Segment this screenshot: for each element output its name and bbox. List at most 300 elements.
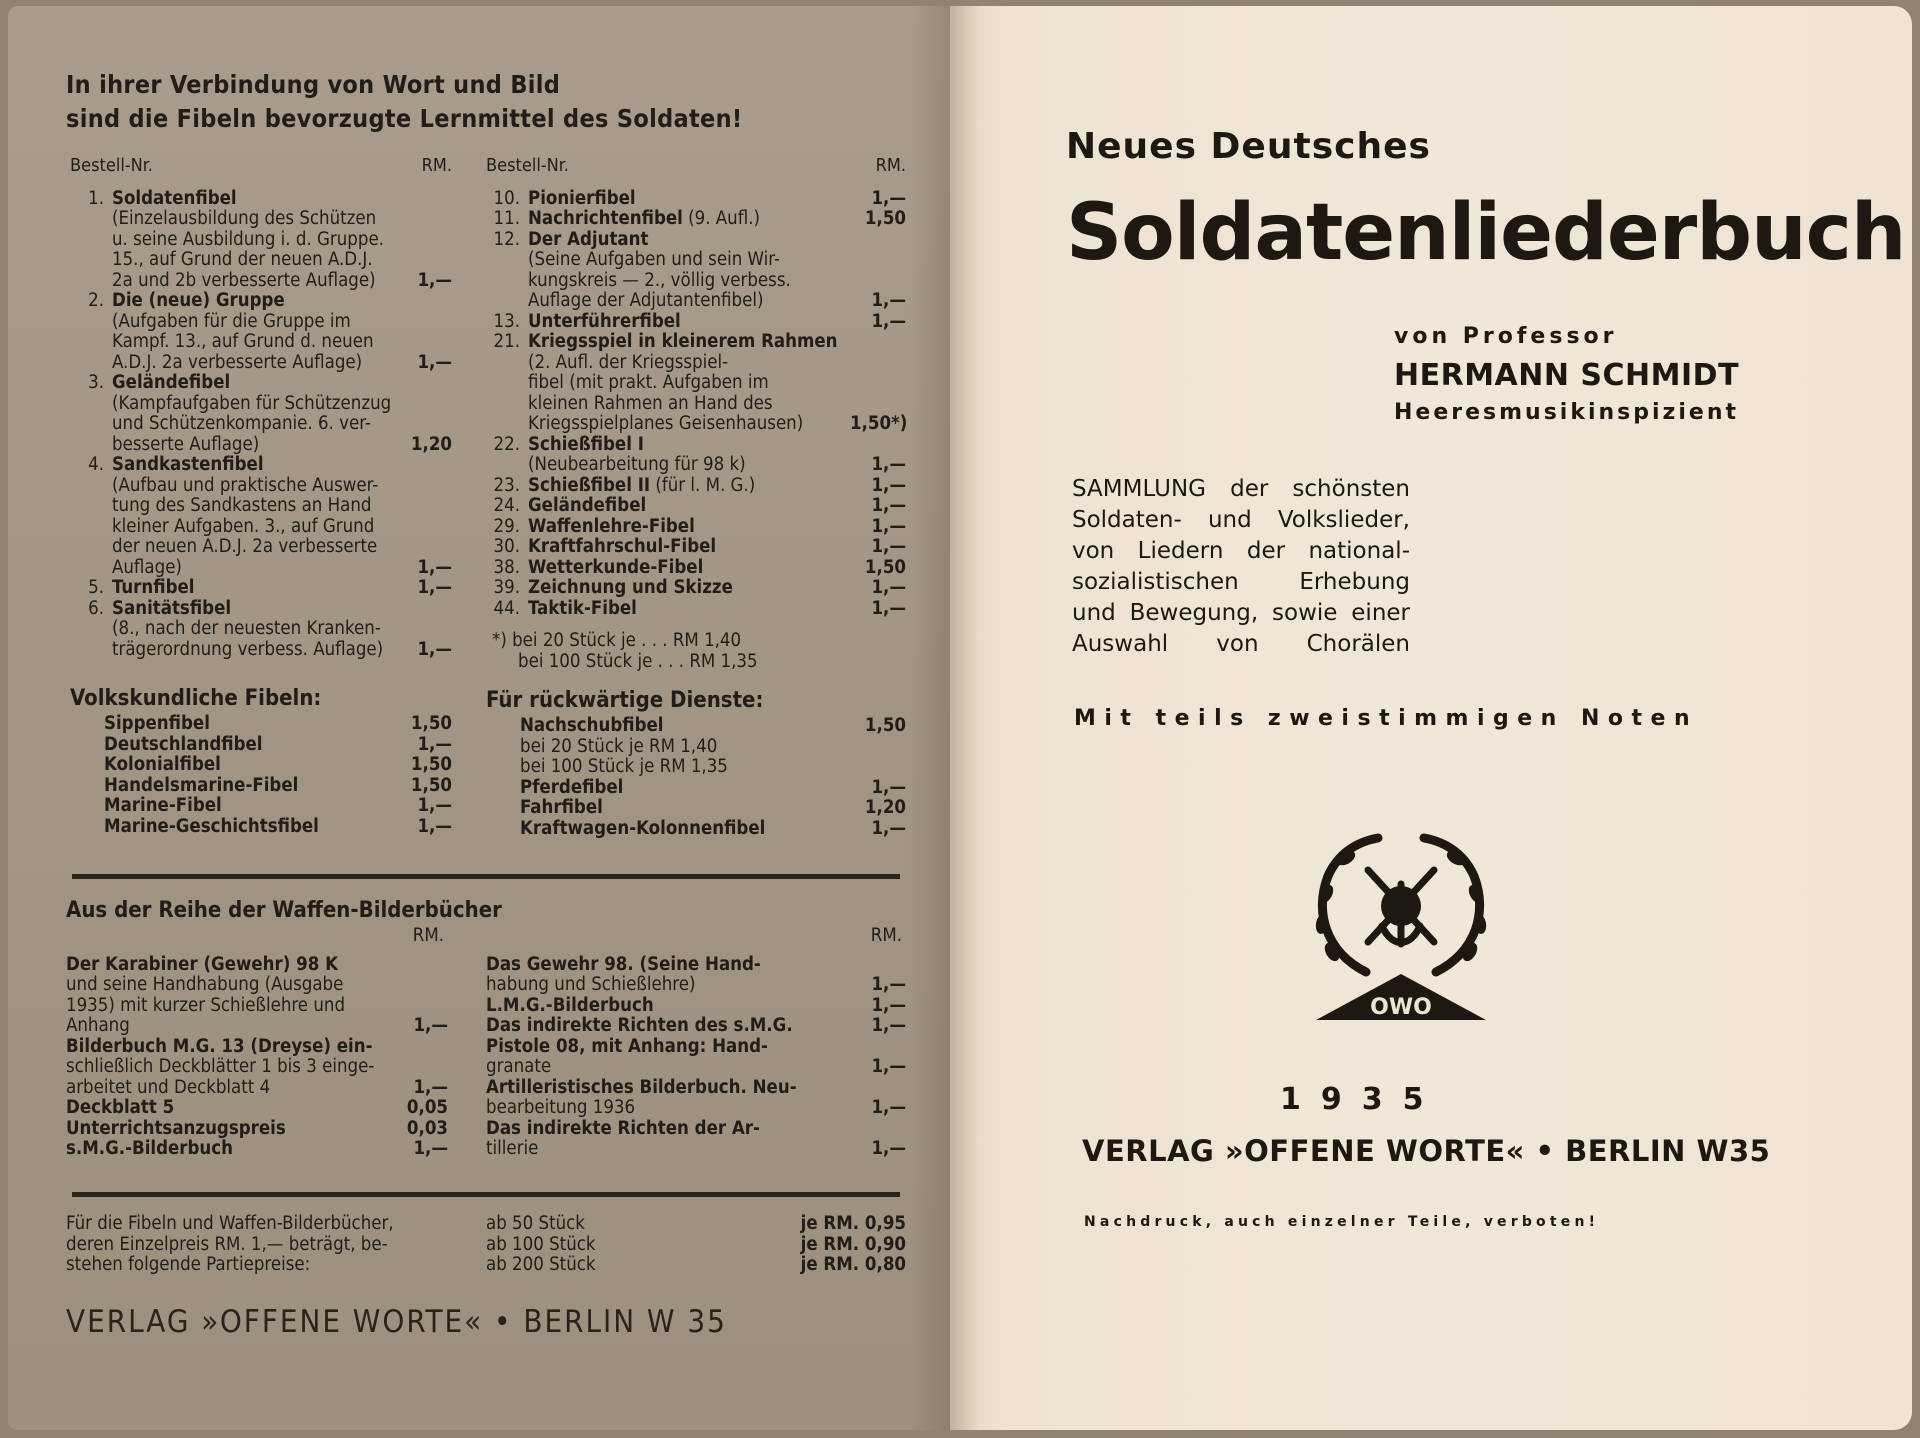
catalog-item-title-row (486, 189, 906, 210)
catalog-item (486, 209, 906, 230)
catalog-item-number: 44. (493, 597, 520, 619)
catalog-item-desc: (Kampfaufgaben für Schützenzug (112, 392, 392, 414)
catalog-item (70, 599, 452, 661)
catalog-item (486, 189, 906, 210)
partie-price: je RM. 0,95 (800, 1213, 906, 1234)
catalog-item-desc: A.D.J. 2a verbesserte Auflage) (112, 351, 363, 373)
waffen-item-text: Unterrichtsanzugspreis (66, 1117, 286, 1139)
catalog-item-title: Pionierfibel (528, 187, 636, 209)
publication-year: 1935 (1280, 1082, 1444, 1117)
catalog-item-desc-line (112, 230, 452, 251)
catalog-item-number: 12. (493, 228, 520, 250)
author-title: Heeresmusikinspizient (1394, 400, 1740, 425)
waffen-item-line (66, 1057, 448, 1078)
catalog-item-title-row (486, 578, 906, 599)
catalog-item-title: Marine-Fibel (104, 795, 222, 816)
catalog-item (520, 819, 906, 840)
catalog-item-number: 30. (493, 536, 520, 557)
catalog-item (104, 817, 452, 838)
catalog-item (486, 332, 906, 435)
column-b-header (486, 156, 906, 177)
description-line: von Liedern der national- (1072, 538, 1410, 564)
catalog-item (520, 778, 906, 799)
catalog-item-title-wrap (528, 599, 850, 620)
partie-text-line: Für die Fibeln und Waffen-Bilderbücher, (66, 1213, 394, 1234)
catalog-item (486, 230, 906, 312)
waffen-item-price: 1,— (413, 1138, 448, 1159)
catalog-item-price: 1,— (871, 454, 906, 475)
catalog-item-price: 1,— (417, 815, 452, 837)
catalog-item-title: Marine-Geschichtsfibel (104, 815, 319, 837)
catalog-item-title: Nachschubfibel (520, 715, 664, 736)
catalog-item-price: 1,— (871, 817, 906, 839)
catalog-item-desc: und Schützenkompanie. 6. ver- (112, 413, 371, 434)
catalog-item-title-row (486, 332, 906, 353)
catalog-item-number: 10. (493, 187, 520, 209)
description-line: sozialistischen Erhebung (1072, 569, 1410, 595)
catalog-item-desc-line (112, 250, 452, 271)
catalog-item-desc-line (528, 455, 906, 476)
catalog-item-title-row (486, 517, 906, 538)
catalog-item-title-suffix: (9. Aufl.) (682, 208, 760, 229)
waffen-item-line (66, 1139, 448, 1160)
catalog-item-title-row (486, 312, 906, 333)
catalog-item-title-wrap (112, 455, 452, 476)
catalog-item-number: 39. (493, 577, 520, 598)
catalog-item-title: Schießfibel I (528, 433, 644, 455)
catalog-item-title-row (486, 435, 906, 456)
footnote (492, 631, 906, 672)
catalog-item-title: Fahrfibel (520, 797, 603, 818)
catalog-item-desc-line (112, 394, 452, 415)
catalog-item-number: 38. (493, 556, 520, 578)
catalog-item-title-wrap (528, 435, 906, 456)
catalog-item-desc: Auflage der Adjutantenfibel) (528, 290, 764, 311)
partie-row (486, 1214, 906, 1235)
catalog-item (104, 796, 452, 817)
waffen-item-line (66, 955, 448, 976)
catalog-item-title: Sandkastenfibel (112, 454, 264, 475)
author-name: HERMANN SCHMIDT (1394, 358, 1740, 393)
catalog-item-desc: Kampf. 13., auf Grund d. neuen (112, 331, 374, 352)
catalog-item (70, 578, 452, 599)
right-page (950, 6, 1912, 1430)
waffen-item-text: bearbeitung 1936 (486, 1097, 636, 1118)
waffen-item-text: Artilleristisches Bilderbuch. Neu- (486, 1076, 797, 1098)
catalog-item-title-row (486, 537, 906, 558)
column-b-order-label: Bestell-Nr. (486, 155, 569, 176)
catalog-item-title-wrap (112, 578, 396, 599)
catalog-item-desc: tung des Sandkastens an Hand (112, 495, 372, 516)
catalog-item-title-row (70, 291, 452, 312)
catalog-item-price: 1,— (417, 795, 452, 816)
catalog-item-title-wrap (112, 291, 452, 312)
waffen-item-text: L.M.G.-Bilderbuch (486, 994, 654, 1016)
catalog-item-number: 24. (493, 495, 520, 516)
waffen-item-line (486, 975, 906, 996)
catalog-item-title: Nachrichtenfibel (528, 208, 683, 229)
catalog-item-title: Turnfibel (112, 577, 195, 598)
catalog-item-desc-line (112, 558, 452, 579)
waffen-item-price: 1,— (413, 1015, 448, 1036)
catalog-item-title: Kraftwagen-Kolonnenfibel (520, 817, 766, 839)
catalog-item-price: 1,— (871, 776, 906, 798)
catalog-item-desc: kungskreis — 2., völlig verbess. (528, 269, 791, 291)
catalog-item-title-wrap (112, 373, 452, 394)
waffen-item-price: 0,05 (406, 1097, 448, 1118)
catalog-item-title-row (486, 230, 906, 251)
waffen-item-text: und seine Handhabung (Ausgabe (66, 974, 344, 995)
catalog-item-title: Geländefibel (528, 495, 647, 516)
catalog-item-title: Pferdefibel (520, 776, 624, 798)
catalog-item-desc-line (112, 496, 452, 517)
waffen-item-line (66, 975, 448, 996)
catalog-item-desc-line (528, 250, 906, 271)
catalog-item-number: 21. (493, 331, 520, 352)
partie-row (486, 1235, 906, 1256)
catalog-item-desc: trägerordnung verbess. Auflage) (112, 638, 384, 660)
waffen-item-price: 1,— (413, 1076, 448, 1098)
catalog-item-title: Sanitätsfibel (112, 597, 232, 619)
description-line: Auswahl von Chorälen (1072, 631, 1410, 657)
catalog-item-price: 1,— (417, 351, 452, 373)
catalog-item (486, 558, 906, 579)
waffen-unit-a: RM. (412, 925, 444, 946)
waffen-items-a (66, 955, 448, 1160)
catalog-item-desc: kleinen Rahmen an Hand des (528, 392, 773, 414)
catalog-columns (66, 156, 906, 936)
catalog-item-desc-line (112, 537, 452, 558)
waffen-item-text: Der Karabiner (Gewehr) 98 K (66, 953, 338, 975)
catalog-item (104, 755, 452, 776)
catalog-item-price: 1,— (417, 577, 452, 598)
catalog-item-price: 1,— (417, 556, 452, 578)
catalog-item-title: Waffenlehre-Fibel (528, 515, 695, 537)
waffen-item-text: Deckblatt 5 (66, 1097, 175, 1118)
catalog-item-desc-line (528, 394, 906, 415)
catalog-item-price: 1,50 (864, 208, 906, 229)
catalog-item-title-wrap (528, 517, 850, 538)
catalog-item-title-wrap (528, 558, 850, 579)
catalog-item-number: 13. (493, 310, 520, 332)
emblem-letters: OWO (1370, 995, 1432, 1020)
catalog-item-price: 1,— (871, 474, 906, 496)
catalog-item-sub: bei 20 Stück je RM 1,40 (520, 735, 718, 757)
right-publisher-line: VERLAG »OFFENE WORTE« • BERLIN W35 (1082, 1134, 1771, 1168)
catalog-item (520, 798, 906, 819)
waffen-item-price: 1,— (871, 1138, 906, 1159)
catalog-item-price: 1,20 (864, 797, 906, 818)
catalog-item-price: 1,50*) (850, 413, 908, 434)
catalog-item-number: 6. (88, 597, 104, 619)
catalog-item-title-row (486, 476, 906, 497)
catalog-item-desc-line (112, 353, 452, 374)
catalog-item-desc-line (528, 373, 906, 394)
catalog-item (104, 776, 452, 797)
catalog-item-number: 5. (88, 577, 104, 598)
partie-price: je RM. 0,80 (800, 1254, 906, 1275)
waffen-column-a (66, 926, 448, 1160)
catalog-item-desc-line (112, 332, 452, 353)
catalog-item-title-row (70, 578, 452, 599)
catalog-item-desc: (Aufgaben für die Gruppe im (112, 310, 351, 332)
catalog-item-number: 2. (88, 290, 104, 311)
catalog-item-title: Schießfibel II (528, 474, 651, 496)
title-big: Soldatenliederbuch (1066, 188, 1906, 278)
waffen-item-line (486, 1037, 906, 1058)
waffen-columns (66, 926, 906, 1176)
author-prefix: von Professor (1394, 324, 1618, 349)
catalog-item-price: 1,— (417, 733, 452, 755)
waffen-section (66, 896, 906, 1176)
catalog-item (104, 714, 452, 735)
catalog-item-desc: besserte Auflage) (112, 433, 260, 455)
volkskundliche-heading: Volkskundliche Fibeln: (70, 686, 322, 711)
catalog-item (486, 496, 906, 517)
divider-rule (72, 874, 900, 879)
copyright-notice: Nachdruck, auch einzelner Teile, verboten! (1084, 1214, 1600, 1230)
catalog-item-title-suffix: (für l. M. G.) (650, 474, 756, 496)
catalog-item (70, 291, 452, 373)
catalog-item-desc-line (112, 414, 452, 435)
catalog-item-title-wrap (528, 312, 850, 333)
column-b-items (486, 189, 906, 620)
waffen-item-text: Pistole 08, mit Anhang: Hand- (486, 1035, 768, 1057)
catalog-item (486, 476, 906, 497)
waffen-item-text: Bilderbuch M.G. 13 (Dreyse) ein- (66, 1035, 373, 1057)
partie-text (66, 1214, 448, 1276)
partie-qty: ab 200 Stück (486, 1254, 596, 1275)
catalog-item-desc-line (528, 291, 906, 312)
partie-text-line: deren Einzelpreis RM. 1,— beträgt, be- (66, 1233, 388, 1255)
catalog-item-title-wrap (528, 496, 850, 517)
column-a-order-label: Bestell-Nr. (70, 155, 153, 176)
partie-qty: ab 50 Stück (486, 1213, 585, 1234)
catalog-item-price: 1,— (871, 290, 906, 311)
catalog-item-title: Die (neue) Gruppe (112, 290, 285, 311)
partie-price: je RM. 0,90 (800, 1233, 906, 1255)
waffen-item-text: habung und Schießlehre) (486, 974, 696, 995)
catalog-item-desc-line (528, 353, 906, 374)
catalog-item-desc: (8., nach der neuesten Kranken- (112, 618, 381, 639)
column-a-items (70, 189, 452, 661)
catalog-item-desc: (Neubearbeitung für 98 k) (528, 454, 746, 475)
waffen-item-line (486, 1057, 906, 1078)
catalog-column-a (70, 156, 452, 837)
catalog-item-price: 1,50 (410, 754, 452, 775)
column-a-header (70, 156, 452, 177)
catalog-item-number: 4. (88, 454, 104, 475)
divider-rule (72, 1192, 900, 1197)
partie-text-line: stehen folgende Partiepreise: (66, 1254, 311, 1275)
catalog-item (104, 735, 452, 756)
waffen-column-b (486, 926, 906, 1160)
waffen-item-line (66, 1098, 448, 1119)
catalog-item (486, 435, 906, 476)
waffen-item-price: 1,— (871, 974, 906, 995)
catalog-item-number: 1. (88, 187, 104, 209)
catalog-item-sub: bei 100 Stück je RM 1,35 (520, 756, 728, 777)
description-line: SAMMLUNG der schönsten (1072, 476, 1410, 502)
description-line: und Bewegung, sowie einer (1072, 600, 1410, 626)
catalog-item-title-wrap (528, 476, 850, 497)
waffen-item-text: arbeitet und Deckblatt 4 (66, 1076, 271, 1098)
rueck-items (520, 716, 906, 839)
waffen-item-line (486, 1119, 906, 1140)
column-a-unit: RM. (421, 155, 452, 176)
waffen-item-price: 1,— (871, 1015, 906, 1036)
catalog-item-price: 1,— (417, 269, 452, 291)
waffen-heading: Aus der Reihe der Waffen-Bilderbücher (66, 898, 502, 923)
catalog-item-desc: Auflage) (112, 556, 182, 578)
catalog-item-desc-line (112, 435, 452, 456)
catalog-item-desc-line (112, 271, 452, 292)
catalog-item-price: 1,50 (410, 713, 452, 734)
waffen-unit-b: RM. (870, 925, 902, 946)
catalog-item-desc: kleiner Aufgaben. 3., auf Grund (112, 515, 375, 537)
publisher-emblem-icon (1306, 824, 1496, 1024)
catalog-item-desc-line (528, 271, 906, 292)
waffen-item-line (486, 996, 906, 1017)
catalog-item-title: Wetterkunde-Fibel (528, 556, 704, 578)
catalog-item-title: Unterführerfibel (528, 310, 681, 332)
catalog-item-title-wrap (528, 578, 850, 599)
catalog-item-number: 23. (493, 474, 520, 496)
waffen-item-line (486, 1139, 906, 1160)
catalog-item-title-row (486, 599, 906, 620)
catalog-item (70, 455, 452, 578)
rueck-heading: Für rückwärtige Dienste: (486, 688, 764, 713)
catalog-item-title-wrap (112, 189, 452, 210)
waffen-item-text: tillerie (486, 1138, 539, 1159)
catalog-item-title-row (70, 373, 452, 394)
left-page (8, 6, 950, 1430)
catalog-item-title: Taktik-Fibel (528, 597, 637, 619)
catalog-item-title: Kriegsspiel in kleinerem Rahmen (528, 331, 838, 352)
column-b-unit: RM. (875, 155, 906, 176)
partie-prices (486, 1214, 906, 1276)
catalog-item-desc: 15., auf Grund der neuen A.D.J. (112, 249, 373, 270)
waffen-item-line (486, 1098, 906, 1119)
catalog-item-title: Sippenfibel (104, 713, 210, 734)
catalog-item-desc: Kriegsspielplanes Geisenhausen) (528, 413, 804, 434)
waffen-item-price: 0,03 (406, 1117, 448, 1139)
waffen-items-b (486, 955, 906, 1160)
footnote-line: *) bei 20 Stück je . . . RM 1,40 (492, 630, 742, 651)
catalog-item-title-wrap (528, 332, 906, 353)
catalog-item-desc: (2. Aufl. der Kriegsspiel- (528, 351, 729, 373)
catalog-item-title: Geländefibel (112, 372, 231, 393)
catalog-item-number: 3. (88, 372, 104, 393)
catalog-item-price: 1,— (871, 310, 906, 332)
catalog-item-title: Soldatenfibel (112, 187, 237, 209)
catalog-item-title-wrap (528, 209, 850, 230)
waffen-item-text: granate (486, 1056, 552, 1077)
catalog-item-number: 11. (493, 208, 520, 229)
catalog-item-title: Kolonialfibel (104, 754, 221, 775)
catalog-item-price: 1,— (871, 536, 906, 557)
catalog-item (486, 517, 906, 538)
catalog-item (70, 189, 452, 292)
catalog-item-title: Der Adjutant (528, 228, 649, 250)
catalog-item-desc: (Einzelausbildung des Schützen (112, 208, 377, 229)
notes-remark: Mit teils zweistimmigen Noten (1074, 706, 1699, 731)
catalog-item-price: 1,— (871, 597, 906, 619)
catalog-item (486, 537, 906, 558)
catalog-item-desc-line (112, 517, 452, 538)
catalog-item-desc: fibel (mit prakt. Aufgaben im (528, 372, 769, 393)
catalog-item (486, 599, 906, 620)
catalog-item-price: 1,50 (410, 774, 452, 796)
waffen-item-price: 1,— (871, 1097, 906, 1118)
partie-row (486, 1255, 906, 1276)
catalog-item-title-row (486, 558, 906, 579)
left-publisher-line: VERLAG »OFFENE WORTE« • BERLIN W 35 (66, 1304, 727, 1340)
catalog-item-price: 1,50 (864, 715, 906, 736)
waffen-item-text: schließlich Deckblätter 1 bis 3 einge- (66, 1056, 375, 1077)
waffen-item-text: Das indirekte Richten der Ar- (486, 1117, 760, 1139)
waffen-item-text: 1935) mit kurzer Schießlehre und (66, 994, 346, 1016)
catalog-item-title-row (70, 599, 452, 620)
catalog-headline-1: In ihrer Verbindung von Wort und Bild (66, 70, 561, 99)
catalog-item-price: 1,50 (864, 556, 906, 578)
catalog-item (520, 716, 906, 737)
catalog-item-price: 1,— (871, 577, 906, 598)
catalog-item-desc: (Seine Aufgaben und sein Wir- (528, 249, 780, 270)
catalog-item-number: 29. (493, 515, 520, 537)
catalog-item-desc-line (112, 640, 452, 661)
catalog-item-desc: u. seine Ausbildung i. d. Gruppe. (112, 228, 384, 250)
waffen-item-line (486, 1016, 906, 1037)
catalog-item-price: 1,— (871, 515, 906, 537)
catalog-item (486, 312, 906, 333)
catalog-item-price: 1,— (871, 495, 906, 516)
catalog-item-title-row (486, 496, 906, 517)
waffen-item-line (66, 1078, 448, 1099)
catalog-item-desc-line (528, 414, 906, 435)
catalog-item-desc-line (112, 312, 452, 333)
catalog-item-desc: (Aufbau und praktische Auswer- (112, 474, 379, 496)
catalog-item (70, 373, 452, 455)
title-small: Neues Deutsches (1066, 126, 1431, 167)
waffen-item-line (486, 1078, 906, 1099)
waffen-item-price: 1,— (871, 1056, 906, 1077)
waffen-item-price: 1,— (871, 994, 906, 1016)
catalog-item-title-row (70, 189, 452, 210)
catalog-item-desc: der neuen A.D.J. 2a verbesserte (112, 536, 378, 557)
catalog-column-b (486, 156, 906, 839)
collection-description (1072, 474, 1410, 660)
catalog-item-title-wrap (528, 189, 850, 210)
waffen-item-line (66, 1037, 448, 1058)
catalog-item-title: Kraftfahrschul-Fibel (528, 536, 717, 557)
catalog-item-number: 22. (493, 433, 520, 455)
partie-qty: ab 100 Stück (486, 1233, 596, 1255)
catalog-headline-2: sind die Fibeln bevorzugte Lernmittel des Soldaten! (66, 104, 743, 133)
volkskundliche-items (104, 714, 452, 837)
catalog-item-price: 1,— (871, 187, 906, 209)
waffen-item-line (66, 1119, 448, 1140)
catalog-item-title: Zeichnung und Skizze (528, 577, 733, 598)
waffen-item-line (486, 955, 906, 976)
catalog-item-title-row (486, 209, 906, 230)
catalog-item-title-wrap (112, 599, 452, 620)
catalog-item-desc-line (112, 476, 452, 497)
title-page (950, 6, 1912, 1430)
catalog-item-title: Deutschlandfibel (104, 733, 263, 755)
catalog-item-title-wrap (528, 230, 906, 251)
catalog-item (486, 578, 906, 599)
